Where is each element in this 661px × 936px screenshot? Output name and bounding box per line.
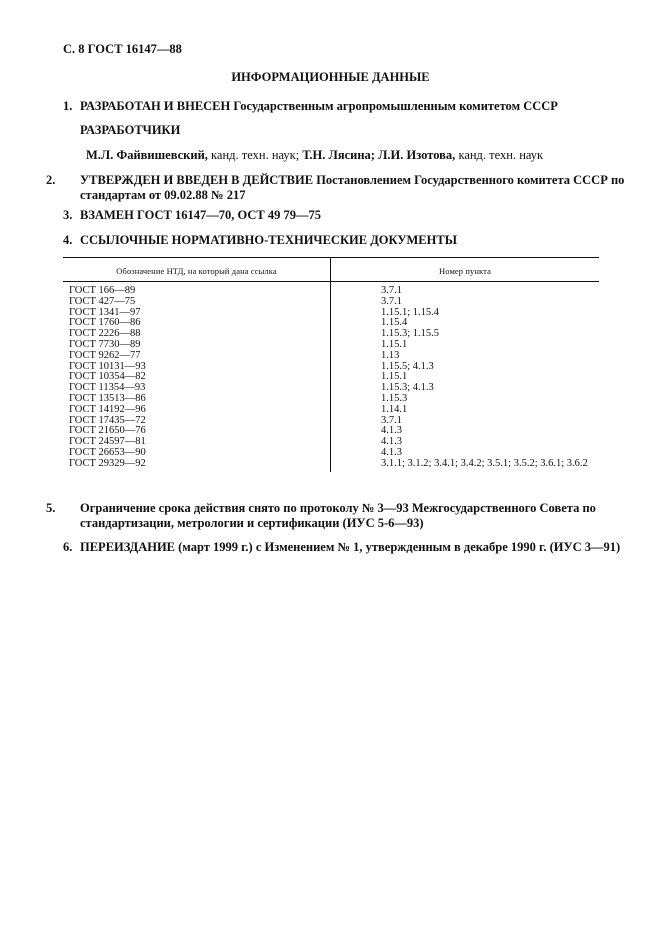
section-2-text: Постановлением Государственного комитета СССР по стандартам от 09.02.88 № 217 <box>80 173 625 202</box>
table-column-divider <box>330 257 331 472</box>
table-row-document: ГОСТ 9262—77 <box>69 349 141 361</box>
table-row-item: 1.15.3; 4.1.3 <box>381 382 434 394</box>
table-row-item: 1.15.1; 1.15.4 <box>381 306 440 318</box>
table-row-item: 1.15.1 <box>381 371 408 383</box>
table-row-document: ГОСТ 24597—81 <box>69 436 146 448</box>
table-row-document: ГОСТ 427—75 <box>69 295 136 307</box>
table-row-item: 1.15.5; 4.1.3 <box>381 360 434 372</box>
table-row-item: 1.15.3; 1.15.5 <box>381 328 440 340</box>
developer-1-title: канд. техн. наук; <box>207 148 300 162</box>
table-row-document: ГОСТ 1760—86 <box>69 317 141 329</box>
section-5-number: 5. <box>46 501 56 515</box>
developers-heading: РАЗРАБОТЧИКИ <box>80 123 181 137</box>
table-row-document: ГОСТ 17435—72 <box>69 414 146 426</box>
table-row-item: 1.14.1 <box>381 403 408 415</box>
developers-line <box>86 148 543 163</box>
section-6-number: 6. <box>63 540 73 554</box>
page-header: С. 8 ГОСТ 16147—88 <box>63 42 182 56</box>
document-title: ИНФОРМАЦИОННЫЕ ДАННЫЕ <box>231 70 430 84</box>
section-6 <box>63 540 620 555</box>
table-row-item: 3.7.1 <box>381 295 402 307</box>
table-header-rule <box>63 281 599 282</box>
table-row-document: ГОСТ 14192—96 <box>69 403 146 415</box>
section-4-text: ССЫЛОЧНЫЕ НОРМАТИВНО-ТЕХНИЧЕСКИЕ ДОКУМЕНТЫ <box>80 233 457 247</box>
table-row-document: ГОСТ 21650—76 <box>69 425 146 437</box>
table-row-item: 1.15.1 <box>381 338 408 350</box>
table-item-column <box>381 286 588 470</box>
table-row-item: 3.7.1 <box>381 414 402 426</box>
table-top-rule <box>63 257 599 258</box>
table-row-document: ГОСТ 10354—82 <box>69 371 146 383</box>
table-row-item: 4.1.3 <box>381 446 402 458</box>
table-row-document: ГОСТ 10131—93 <box>69 360 146 372</box>
developer-2-3-title: канд. техн. наук <box>455 148 544 162</box>
table-row-item: 4.1.3 <box>381 436 402 448</box>
table-row-document: ГОСТ 26653—90 <box>69 446 146 458</box>
table-document-column <box>69 286 146 470</box>
section-2 <box>46 173 625 203</box>
section-6-heading: ПЕРЕИЗДАНИЕ <box>80 540 176 554</box>
section-3 <box>63 208 321 223</box>
table-row-item: 1.13 <box>381 349 400 361</box>
table-header-document: Обозначение НТД, на который дана ссылка <box>116 266 277 276</box>
section-1 <box>63 99 558 114</box>
section-4-number: 4. <box>63 233 73 247</box>
developer-2-3-names: Т.Н. Лясина; Л.И. Изотова, <box>299 148 456 162</box>
table-row-document: ГОСТ 29329—92 <box>69 457 146 469</box>
section-1-text: Государственным агропромышленным комитетом СССР <box>233 99 558 113</box>
developer-1-name: М.Л. Файвишевский, <box>86 148 208 162</box>
section-1-number: 1. <box>63 99 73 113</box>
section-2-number: 2. <box>46 173 56 187</box>
table-row-document: ГОСТ 11354—93 <box>69 382 146 394</box>
table-row-item: 4.1.3 <box>381 425 402 437</box>
table-row-document: ГОСТ 7730—89 <box>69 338 141 350</box>
section-3-number: 3. <box>63 208 73 222</box>
section-5 <box>46 501 620 531</box>
table-row-item: 1.15.4 <box>381 317 408 329</box>
table-row-document: ГОСТ 13513—86 <box>69 392 146 404</box>
table-row-document: ГОСТ 2226—88 <box>69 328 141 340</box>
table-row-document: ГОСТ 1341—97 <box>69 306 141 318</box>
table-row-item: 1.15.3 <box>381 392 408 404</box>
table-row-item: 3.7.1 <box>381 285 402 296</box>
section-6-text: (март 1999 г.) с Изменением № 1, утвержденным в декабре 1990 г. (ИУС 3—91) <box>178 540 621 554</box>
table-row-document: ГОСТ 166—89 <box>69 285 136 296</box>
section-5-text: Ограничение срока действия снято по протоколу № 3—93 Межгосударственного Совета по стандартизации, метрологии и сертификации (ИУС 5-6—93) <box>80 501 596 530</box>
section-4 <box>63 233 457 248</box>
table-header-item: Номер пункта <box>439 266 491 276</box>
table-row-item: 3.1.1; 3.1.2; 3.4.1; 3.4.2; 3.5.1; 3.5.2; 3.6.1; 3.6.2 <box>381 457 588 469</box>
section-1-heading: РАЗРАБОТАН И ВНЕСЕН <box>80 99 231 113</box>
section-3-text: ВЗАМЕН ГОСТ 16147—70, ОСТ 49 79—75 <box>80 208 321 222</box>
section-2-heading: УТВЕРЖДЕН И ВВЕДЕН В ДЕЙСТВИЕ <box>80 173 314 187</box>
